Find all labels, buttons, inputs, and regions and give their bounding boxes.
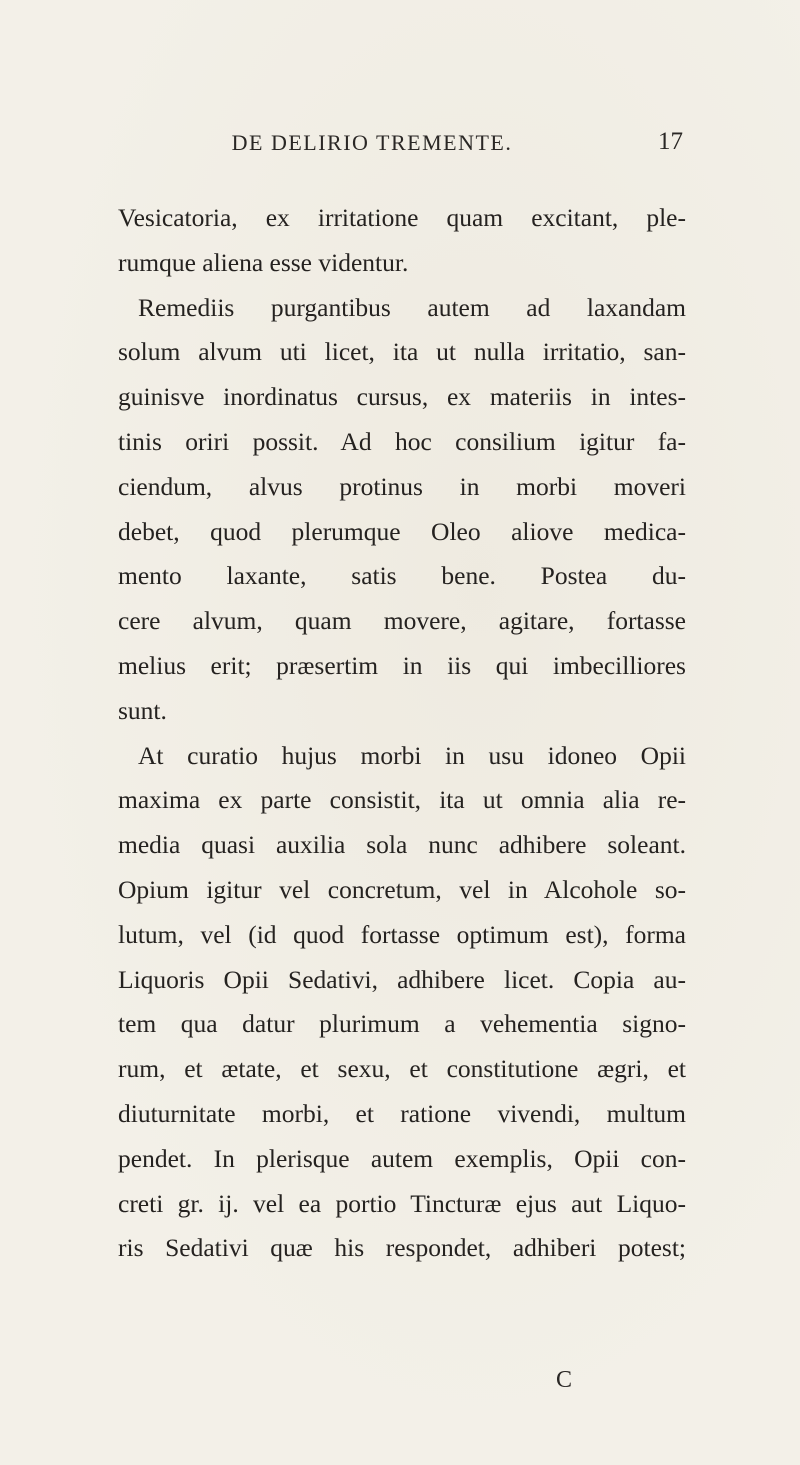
text-line: pendet. In plerisque autem exemplis, Opii con- [118, 1143, 686, 1173]
text-line: tem qua datur plurimum a vehementia signo- [118, 1009, 686, 1039]
running-title: DE DELIRIO TREMENTE. [231, 130, 513, 155]
text-line: melius erit; præsertim in iis qui imbecilliores [118, 650, 686, 680]
signature-mark: C [556, 1367, 573, 1393]
text-line: sunt. [118, 695, 167, 725]
text-line: diuturnitate morbi, et ratione vivendi, multum [118, 1098, 686, 1128]
text-line: rumque aliena esse videntur. [118, 247, 409, 277]
text-line: debet, quod plerumque Oleo aliove medica- [118, 516, 686, 546]
text-line: Liquoris Opii Sedativi, adhibere licet. Copia au- [118, 964, 686, 994]
text-line: cere alvum, quam movere, agitare, fortasse [118, 606, 686, 636]
text-line: ris Sedativi quæ his respondet, adhiberi potest; [118, 1233, 686, 1263]
text-line: At curatio hujus morbi in usu idoneo Opii [138, 740, 686, 770]
text-line: Remediis purgantibus autem ad laxandam [138, 292, 686, 322]
text-line: guinisve inordinatus cursus, ex materiis in intes- [118, 382, 686, 412]
text-line: Vesicatoria, ex irritatione quam excitant, ple- [118, 203, 686, 232]
text-line: creti gr. ij. vel ea portio Tincturæ ejus aut Liquo- [118, 1188, 686, 1218]
text-line: tinis oriri possit. Ad hoc consilium igitur fa- [118, 426, 686, 456]
text-line: ciendum, alvus protinus in morbi moveri [118, 471, 686, 501]
page-number: 17 [658, 128, 683, 155]
text-line: media quasi auxilia sola nunc adhibere soleant. [118, 830, 686, 860]
running-head [0, 130, 800, 170]
body-text [118, 196, 686, 1271]
text-line: mento laxante, satis bene. Postea du- [118, 561, 686, 591]
text-line: maxima ex parte consistit, ita ut omnia alia re- [118, 785, 686, 815]
text-line: solum alvum uti licet, ita ut nulla irritatio, san- [118, 337, 686, 367]
text-line: Opium igitur vel concretum, vel in Alcohole so- [118, 874, 686, 904]
text-line: lutum, vel (id quod fortasse optimum est), forma [118, 919, 686, 949]
text-line: rum, et ætate, et sexu, et constitutione ægri, et [118, 1054, 686, 1084]
